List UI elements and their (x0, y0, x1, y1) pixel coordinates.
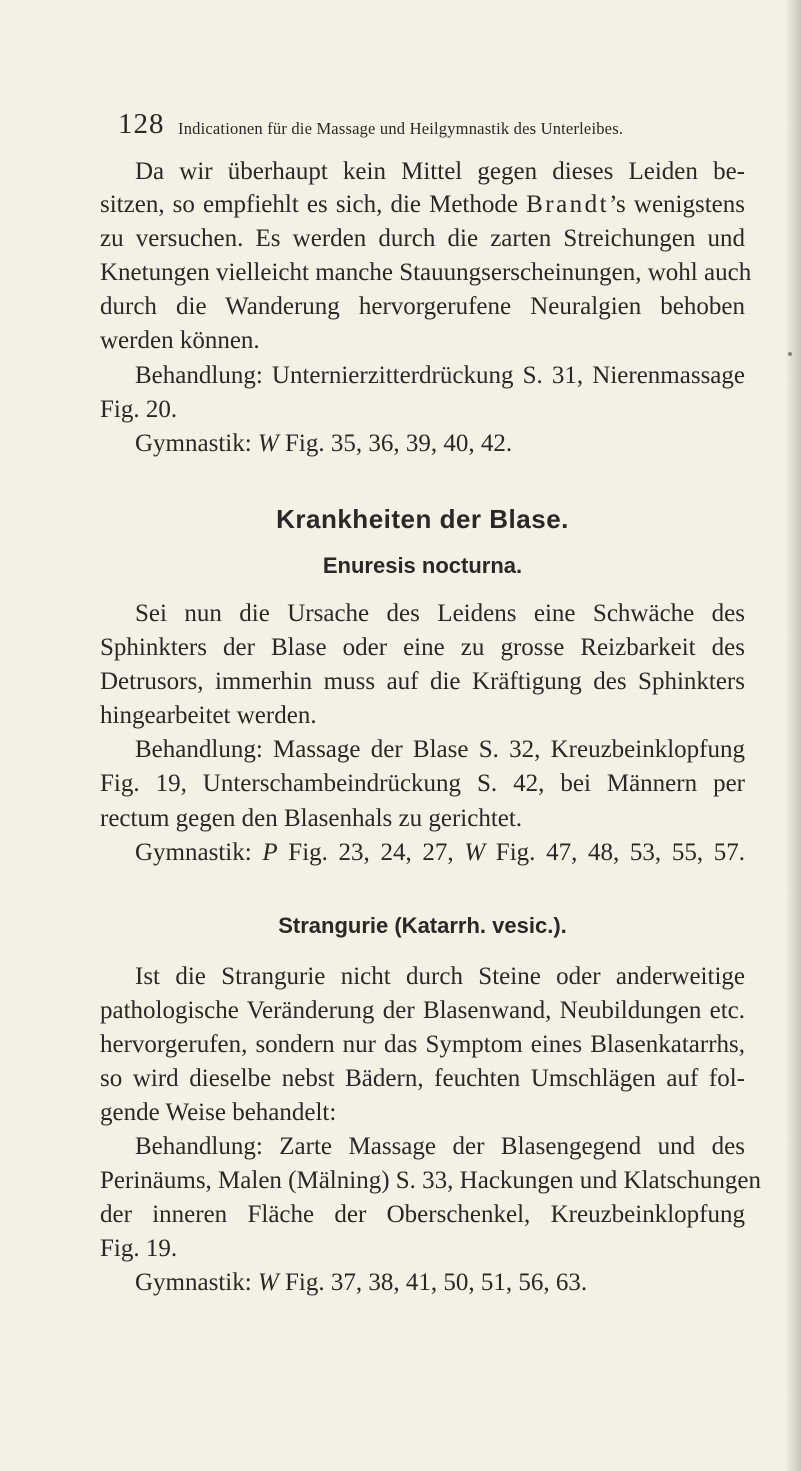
paragraph-line: Sei nun die Ursache des Leidens eine Schwäche des (135, 600, 745, 627)
paragraph-line: Behandlung: Massage der Blase S. 32, Kreuzbeinklopfung (135, 736, 745, 763)
scan-speck (788, 352, 792, 356)
paragraph-line: Behandlung: Unternierzitterdrückung S. 31, Nierenmassage (135, 362, 745, 389)
gymnastik-line: Gymnastik: W Fig. 35, 36, 39, 40, 42. (135, 430, 513, 457)
gymnastik-line: Gymnastik: P Fig. 23, 24, 27, W Fig. 47, 48, 53, 55, 57. (135, 839, 745, 866)
paragraph-line: Detrusors, immerhin muss auf die Kräftigung des Sphinkters (100, 668, 745, 695)
running-head: Indicationen für die Massage und Heilgymnastik des Unterleibes. (178, 119, 624, 138)
paragraph-line: Sphinkters der Blase oder eine zu grosse Reizbarkeit des (100, 634, 745, 661)
paragraph-line: Fig. 19, Unterschambeindrückung S. 42, bei Männern per (100, 770, 745, 797)
paragraph-line: werden können. (100, 327, 260, 354)
page-edge-shadow (785, 0, 801, 1471)
chapter-heading: Krankheiten der Blase. (276, 504, 569, 534)
paragraph-line: Fig. 20. (100, 396, 178, 423)
paragraph-line: Fig. 19. (100, 1235, 178, 1262)
paragraph-line: pathologische Veränderung der Blasenwand, Neubildungen etc. (100, 997, 745, 1024)
page-header (118, 108, 738, 148)
paragraph-line: zu versuchen. Es werden durch die zarten Streichungen und (100, 225, 745, 252)
paragraph-line: Behandlung: Zarte Massage der Blasengegend und des (135, 1133, 745, 1160)
page-number: 128 (118, 108, 165, 140)
paragraph-line: hingearbeitet werden. (100, 702, 317, 729)
gymnastik-line: Gymnastik: W Fig. 37, 38, 41, 50, 51, 56, 63. (135, 1269, 588, 1296)
paragraph-line: gende Weise behandelt: (100, 1099, 337, 1126)
section-heading: Strangurie (Katarrh. vesic.). (278, 913, 567, 938)
paragraph-line: der inneren Fläche der Oberschenkel, Kreuzbeinklopfung (100, 1201, 745, 1228)
paragraph-line: durch die Wanderung hervorgerufene Neuralgien behoben (100, 293, 745, 320)
paragraph-line: Perinäums, Malen (Mälning) S. 33, Hackungen und Klatschungen (100, 1167, 761, 1194)
paragraph-line: so wird dieselbe nebst Bädern, feuchten Umschlägen auf fol- (100, 1065, 745, 1092)
paragraph-line: Ist die Strangurie nicht durch Steine oder anderweitige (135, 963, 745, 990)
paragraph-line: hervorgerufen, sondern nur das Symptom eines Blasenkatarrhs, (100, 1031, 745, 1058)
paragraph-line: Da wir überhaupt kein Mittel gegen dieses Leiden be- (135, 158, 745, 185)
section-heading: Enuresis nocturna. (322, 553, 523, 578)
paragraph-line: rectum gegen den Blasenhals zu gerichtet. (100, 805, 523, 832)
author-name: Brandt (526, 191, 610, 218)
paragraph-line: Knetungen vielleicht manche Stauungserscheinungen, wohl auch (100, 259, 752, 286)
paragraph-line: sitzen, so empfiehlt es sich, die Methode Brandt’s wenigstens (100, 191, 745, 218)
